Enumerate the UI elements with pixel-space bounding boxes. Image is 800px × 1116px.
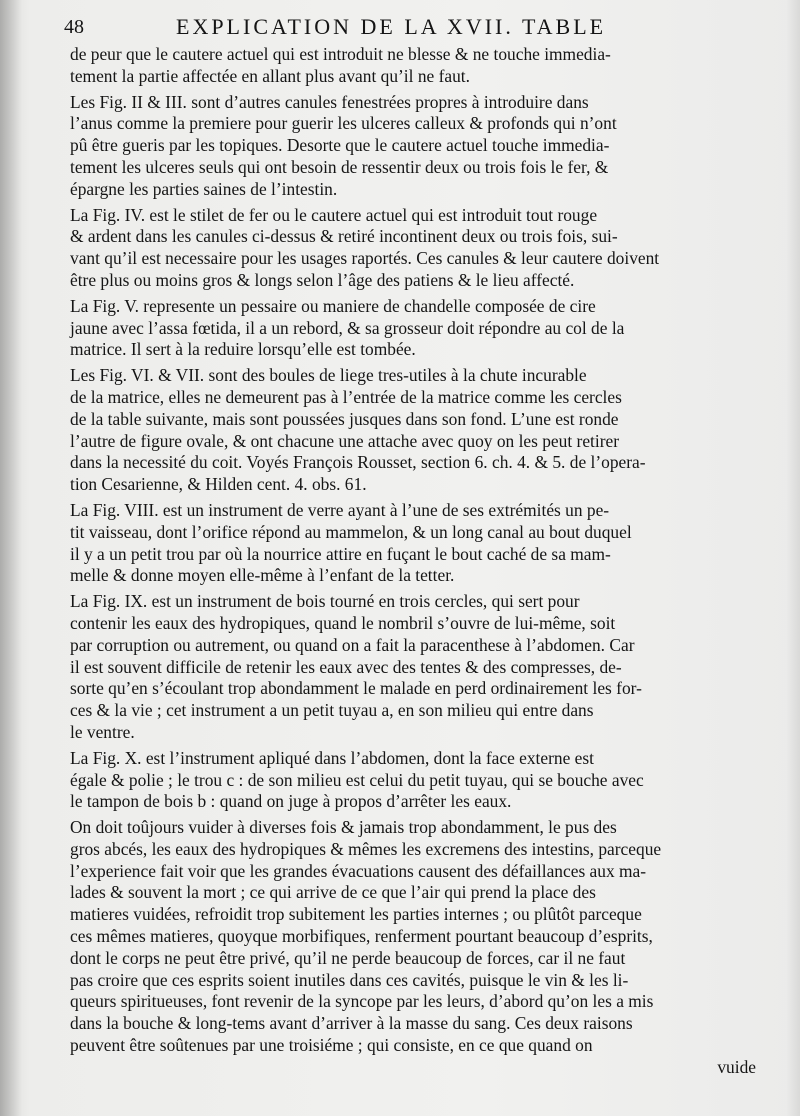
text-line: matrice. Il sert à la reduire lorsqu’elle est tombée. bbox=[70, 339, 416, 360]
page-edge-shadow bbox=[786, 0, 800, 1116]
text-line: La Fig. IX. est un instrument de bois tourné en trois cercles, qui sert pour bbox=[70, 591, 580, 612]
text-line: par corruption ou autrement, ou quand on a fait la paracenthese à l’abdomen. Car bbox=[70, 634, 635, 655]
text-line: il y a un petit trou par où la nourrice attire en fuçant le bout caché de sa mam- bbox=[70, 543, 611, 564]
text-line: de peur que le cautere actuel qui est introduit ne blesse & ne touche immedia- bbox=[70, 44, 611, 64]
text-line: Les Fig. II & III. sont d’autres canules fenestrées propres à introduire dans bbox=[70, 91, 589, 112]
text-line: lades & souvent la mort ; ce qui arrive de ce que l’air qui prend la place des bbox=[70, 882, 596, 903]
text-line: le ventre. bbox=[70, 721, 135, 742]
text-line: l’anus comme la premiere pour guerir les ulceres calleux & profonds qui n’ont bbox=[70, 113, 617, 134]
text-line: Les Fig. VI. & VII. sont des boules de liege tres-utiles à la chute incurable bbox=[70, 365, 587, 386]
text-line: La Fig. IV. est le stilet de fer ou le cautere actuel qui est introduit tout rouge bbox=[70, 204, 598, 225]
text-line: dans la necessité du coit. Voyés François Rousset, section 6. ch. 4. & 5. de l’opera- bbox=[70, 452, 646, 473]
text-line: La Fig. X. est l’instrument apliqué dans l’abdomen, dont la face externe est bbox=[70, 747, 594, 768]
text-line: gros abcés, les eaux des hydropiques & mêmes les excremens des intestins, parceque bbox=[70, 838, 662, 859]
text-line: vant qu’il est necessaire pour les usages raportés. Ces canules & leur cautere doivent bbox=[70, 248, 660, 269]
text-line: On doit toûjours vuider à diverses fois & jamais trop abondamment, le pus des bbox=[70, 817, 617, 838]
text-line: tion Cesarienne, & Hilden cent. 4. obs. 61. bbox=[70, 474, 367, 495]
text-line: queurs spiritueuses, font revenir de la syncope par les leurs, d’abord qu’on les a mis bbox=[70, 991, 654, 1012]
text-line: être plus ou moins gros & longs selon l’âge des patiens & le lieu affecté. bbox=[70, 269, 575, 290]
text-line: jaune avec l’assa fœtida, il a un rebord, & sa grosseur doit répondre au col de la bbox=[70, 317, 625, 338]
text-line: La Fig. VIII. est un instrument de verre ayant à l’une de ses extrémités un pe- bbox=[70, 499, 610, 520]
text-line: tement la partie affectée en allant plus avant qu’il ne faut. bbox=[70, 65, 470, 86]
text-line: de la matrice, elles ne demeurent pas à l’entrée de la matrice comme les cercles bbox=[70, 386, 622, 407]
text-line: l’autre de figure ovale, & ont chacune une attache avec quoy on les peut retirer bbox=[70, 430, 620, 451]
text-line: égale & polie ; le trou c : de son milieu est celui du petit tuyau, qui se bouche avec bbox=[70, 769, 644, 790]
text-line: vuide bbox=[717, 1056, 756, 1077]
page-header bbox=[64, 14, 754, 44]
text-line: pû être gueris par les topiques. Desorte que le cautere actuel touche immedia- bbox=[70, 135, 610, 156]
body-text bbox=[70, 44, 756, 1079]
text-line: tement les ulceres seuls qui ont besoin de ressentir deux ou trois fois le fer, & bbox=[70, 156, 609, 177]
text-line: ces & la vie ; cet instrument a un petit tuyau a, en son milieu qui entre dans bbox=[70, 700, 594, 721]
text-line: il est souvent difficile de retenir les eaux avec des tentes & des compresses, de- bbox=[70, 656, 622, 677]
text-line: contenir les eaux des hydropiques, quand le nombril s’ouvre de lui-même, soit bbox=[70, 612, 616, 633]
text-line: tit vaisseau, dont l’orifice répond au mammelon, & un long canal au bout duquel bbox=[70, 521, 632, 542]
text-line: le tampon de bois b : quand on juge à propos d’arrêter les eaux. bbox=[70, 791, 512, 812]
text-line: peuvent être soûtenues par une troisiéme ; qui consiste, en ce que quand on bbox=[70, 1035, 593, 1056]
text-line: melle & donne moyen elle-même à l’enfant de la tetter. bbox=[70, 565, 455, 586]
text-line: ces mêmes matieres, quoyque morbifiques, renferment pourtant beaucoup d’esprits, bbox=[70, 926, 653, 947]
text-line: matieres vuidées, refroidit trop subitement les parties internes ; ou plûtôt parceque bbox=[70, 904, 642, 925]
text-line: de la table suivante, mais sont poussées jusques dans son fond. L’une est ronde bbox=[70, 408, 619, 429]
text-line: épargne les parties saines de l’intestin. bbox=[70, 178, 338, 199]
text-line: pas croire que ces esprits soient inutiles dans ces cavités, puisque le vin & les li- bbox=[70, 969, 629, 990]
text-line: & ardent dans les canules ci-dessus & retiré incontinent deux ou trois fois, sui- bbox=[70, 226, 618, 247]
text-line: dont le corps ne peut être privé, qu’il ne perde beaucoup de forces, car il ne faut bbox=[70, 947, 626, 968]
text-line: dans la bouche & long-tems avant d’arriver à la masse du sang. Ces deux raisons bbox=[70, 1013, 633, 1034]
text-line: l’experience fait voir que les grandes évacuations causent des défaillances aux ma- bbox=[70, 860, 647, 881]
text-line: La Fig. V. represente un pessaire ou maniere de chandelle composée de cire bbox=[70, 295, 596, 316]
text-line: sorte qu’en s’écoulant trop abondamment le malade en perd ordinairement les for- bbox=[70, 678, 642, 699]
running-title: EXPLICATION DE LA XVII. TABLE bbox=[176, 14, 607, 39]
page-number: 48 bbox=[64, 16, 84, 38]
binding-gutter-shadow bbox=[0, 0, 22, 1116]
